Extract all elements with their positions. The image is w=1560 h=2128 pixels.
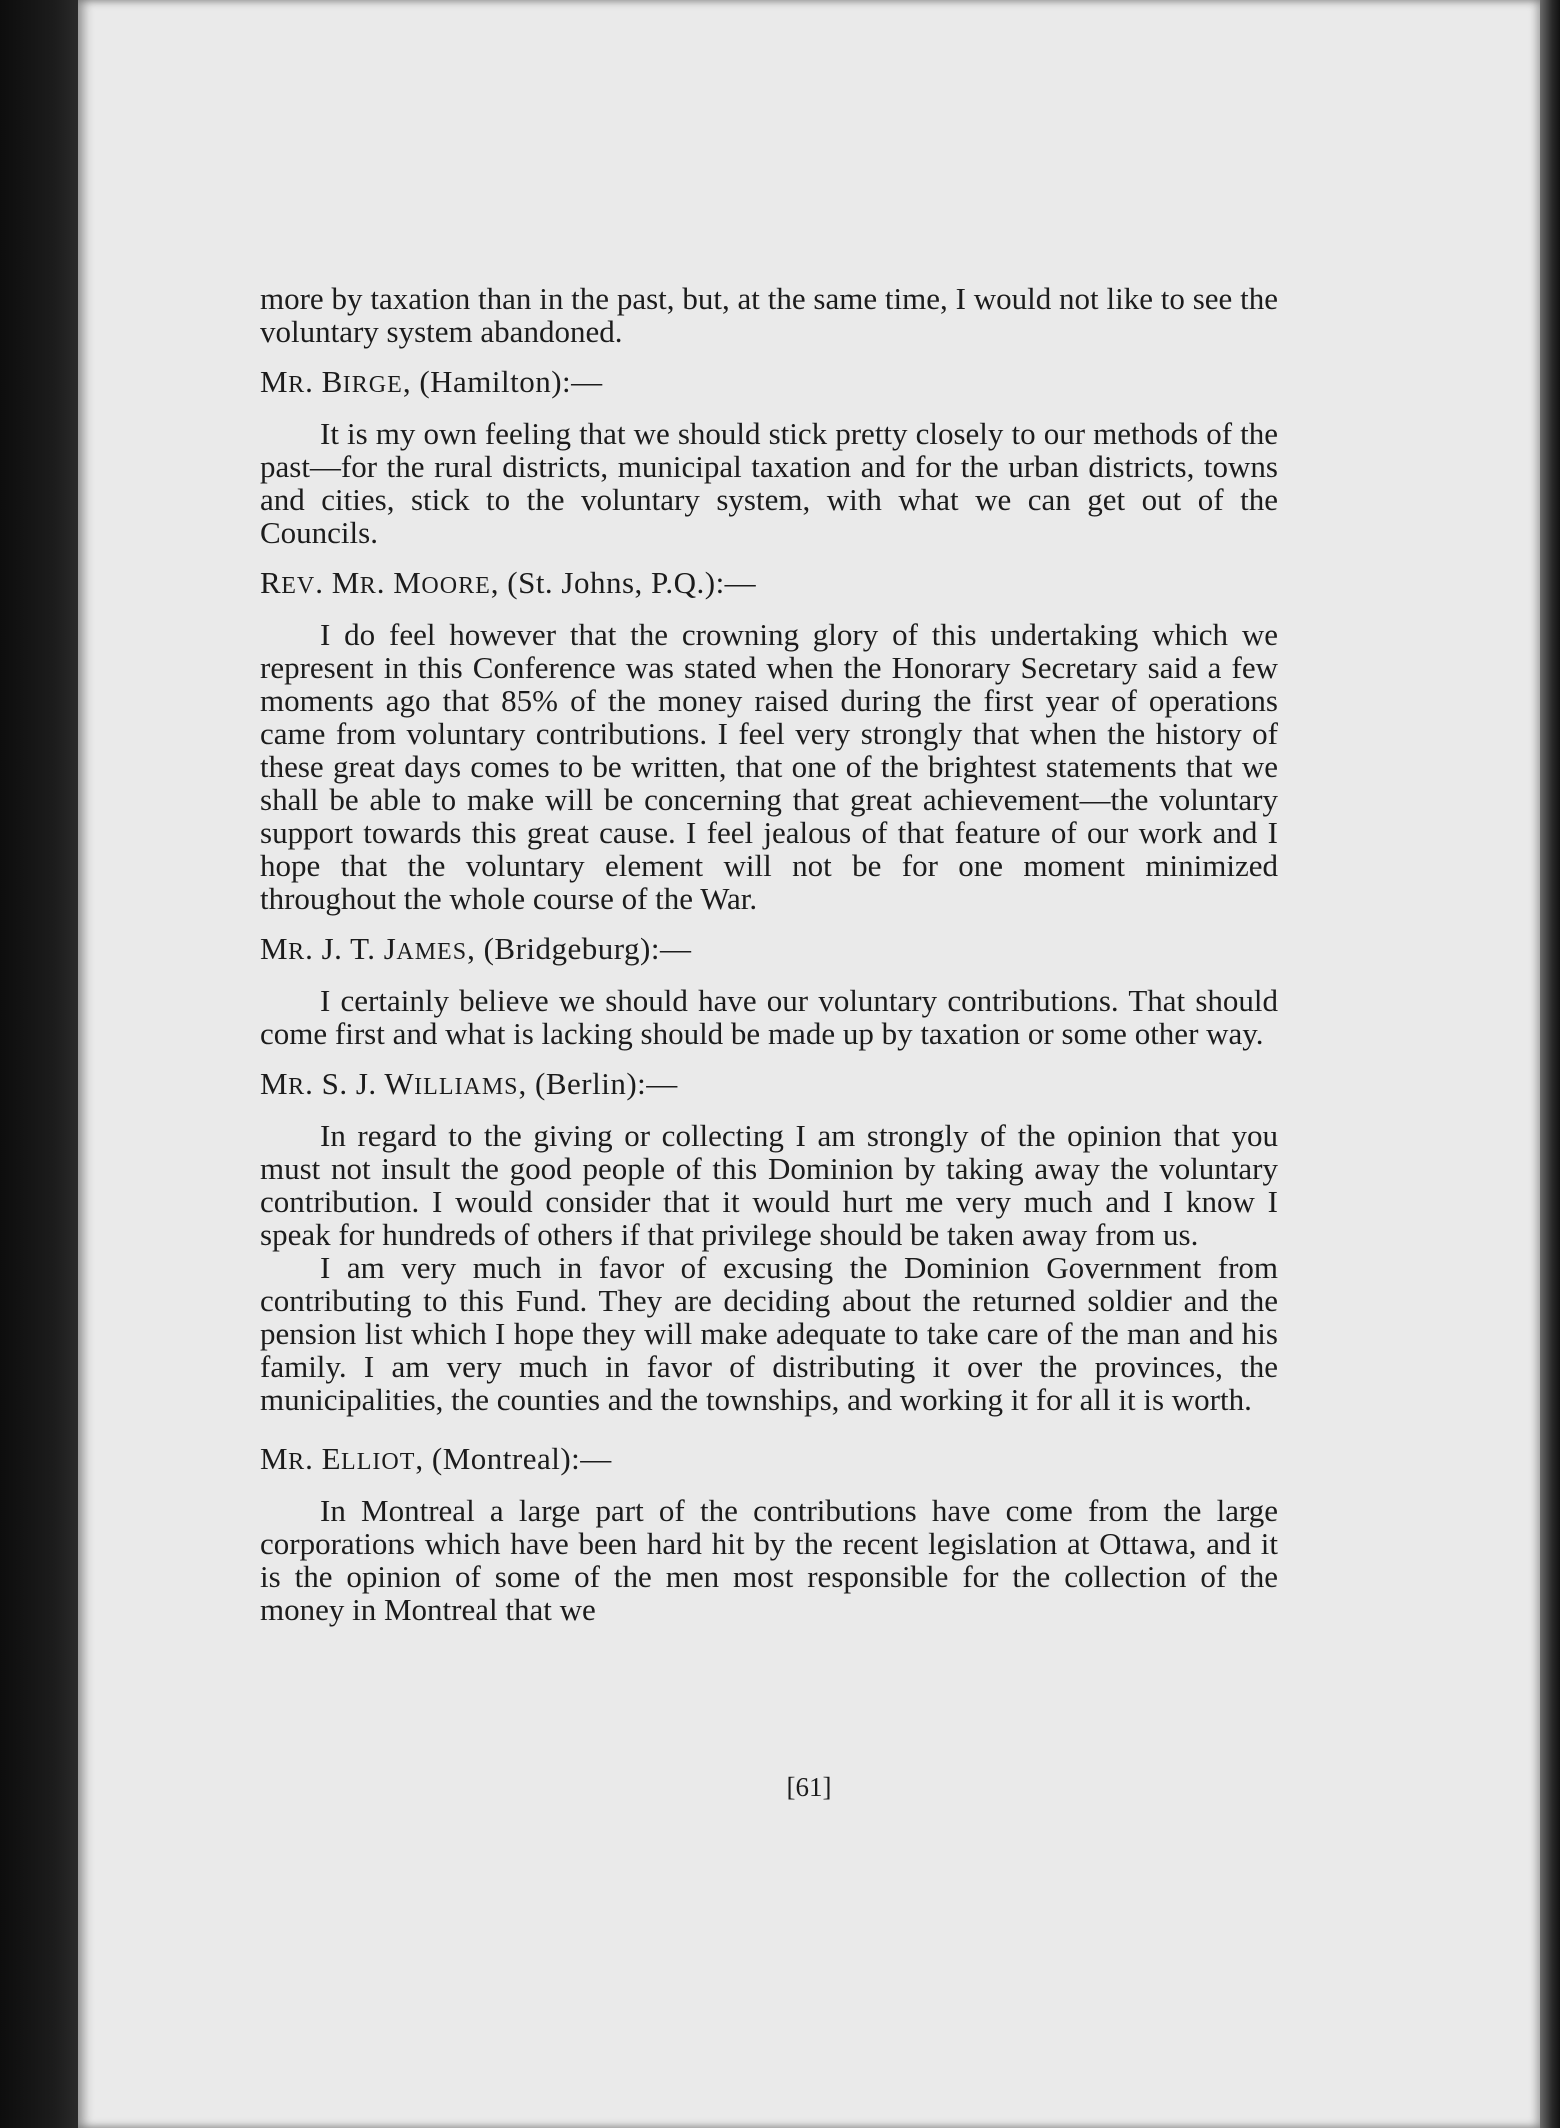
speaker-heading xyxy=(260,566,1278,603)
paragraph: In regard to the giving or collecting I am strongly of the opinion that you must not insult the good people of this Dominion by taking away the voluntary contribution. I would consider that it would hurt me very much and I know I speak for hundreds of others if that privilege should be taken away from us. xyxy=(260,1118,1278,1252)
speaker-title: MR. xyxy=(260,1441,314,1476)
speaker-name: MOORE, xyxy=(393,565,499,600)
speaker-name: ELLIOT, xyxy=(321,1441,424,1476)
speaker-title: MR. J. T. xyxy=(260,931,376,966)
paragraph: It is my own feeling that we should stick pretty closely to our methods of the past—for the rural districts, municipal taxation and for the urban districts, towns and cities, stick to the voluntary system, with what we can get out of the Councils. xyxy=(260,416,1278,550)
speaker-location: (Berlin):— xyxy=(535,1066,678,1101)
page-text-body xyxy=(260,282,1278,1626)
paragraph: I am very much in favor of excusing the Dominion Government from contributing to this Fund. They are deciding about the returned soldier and the pension list which I hope they will make adequate to take care of the man and his family. I am very much in favor of distributing it over the provinces, the municipalities, the counties and the townships, and working it for all it is worth. xyxy=(260,1250,1278,1417)
speaker-heading xyxy=(260,932,1278,969)
paragraph: I certainly believe we should have our voluntary contributions. That should come first and what is lacking should be made up by taxation or some other way. xyxy=(260,983,1278,1051)
speaker-heading xyxy=(260,365,1278,402)
speaker-name: BIRGE, xyxy=(321,364,412,399)
speaker-title: MR. S. J. xyxy=(260,1066,377,1101)
scan-left-edge xyxy=(0,0,78,2128)
paragraph: I do feel however that the crowning glory of this undertaking which we represent in this Conference was stated when the Honorary Secretary said a few moments ago that 85% of the money raised during the first year of operations came from voluntary contributions. I feel very strongly that when the history of these great days comes to be written, that one of the brightest statements that we shall be able to make will be concerning that great achievement—the voluntary support towards this great cause. I feel jealous of that feature of our work and I hope that the voluntary element will not be for one moment minimized throughout the whole course of the War. xyxy=(260,617,1278,916)
speaker-heading xyxy=(260,1067,1278,1104)
paragraph: more by taxation than in the past, but, at the same time, I would not like to see the voluntary system abandoned. xyxy=(260,281,1278,349)
speaker-location: (Montreal):— xyxy=(431,1441,612,1476)
page-number: [61] xyxy=(786,1772,832,1802)
speaker-name: WILLIAMS, xyxy=(384,1066,527,1101)
document-page xyxy=(78,0,1540,2128)
paragraph: In Montreal a large part of the contributions have come from the large corporations which have been hard hit by the recent legislation at Ottawa, and it is the opinion of some of the men most responsible for the collection of the money in Montreal that we xyxy=(260,1493,1278,1627)
speaker-title: REV. MR. xyxy=(260,565,386,600)
speaker-location: (Hamilton):— xyxy=(419,364,603,399)
speaker-title: MR. xyxy=(260,364,314,399)
speaker-name: JAMES, xyxy=(383,931,476,966)
scan-right-edge xyxy=(1540,0,1560,2128)
speaker-location: (Bridgeburg):— xyxy=(483,931,692,966)
speaker-location: (St. Johns, P.Q.):— xyxy=(507,565,757,600)
speaker-heading xyxy=(260,1442,1278,1479)
